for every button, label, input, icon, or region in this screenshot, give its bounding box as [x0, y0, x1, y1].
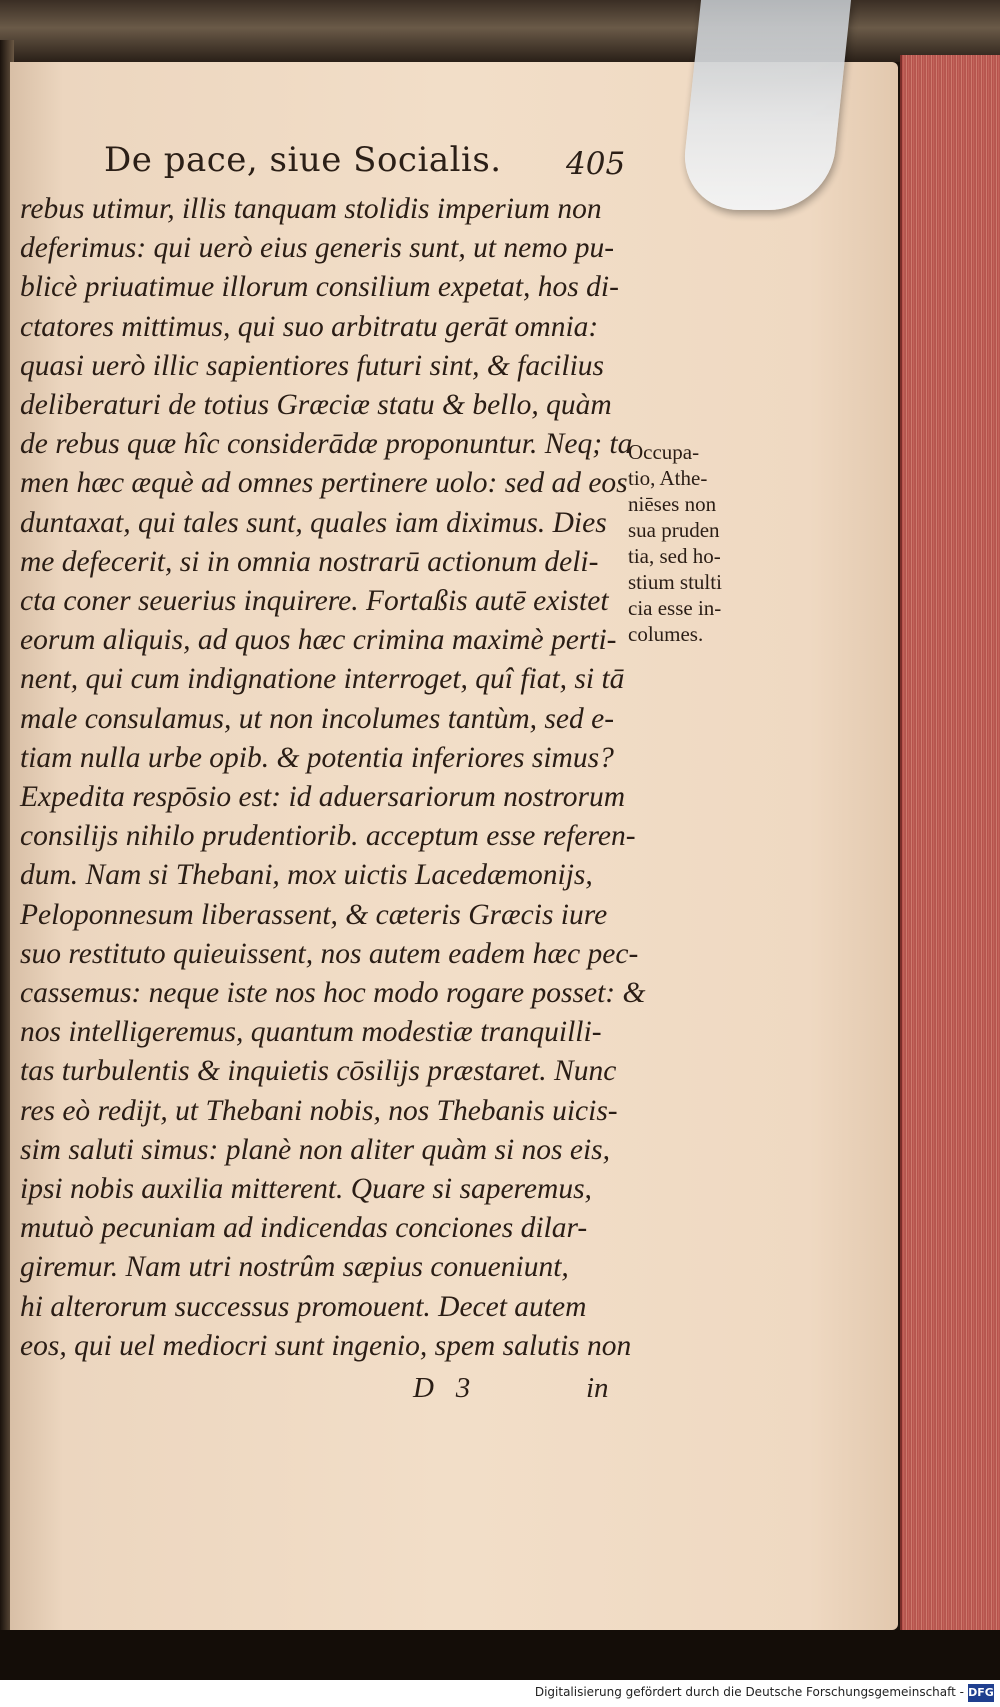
- text-line: eorum aliquis, ad quos hæc crimina maximè perti-: [20, 624, 617, 657]
- text-line: de rebus quæ hîc considerādæ proponuntur. Neq; ta: [20, 428, 633, 461]
- text-line: giremur. Nam utri nostrûm sæpius conueniunt,: [20, 1251, 569, 1284]
- marginal-line: niēses non: [628, 492, 717, 516]
- text-line: male consulamus, ut non incolumes tantùm, sed e-: [20, 702, 615, 735]
- text-line: suo restituto quieuissent, nos autem eadem hæc pec-: [20, 937, 639, 970]
- text-line: res eò redijt, ut Thebani nobis, nos Thebanis uicis-: [20, 1094, 618, 1127]
- dfg-logo: DFG: [968, 1684, 994, 1702]
- text-line: sim saluti simus: planè non aliter quàm si nos eis,: [20, 1133, 611, 1166]
- text-line: cassemus: neque iste nos hoc modo rogare posset: &: [20, 977, 646, 1009]
- running-head: De pace, siue Socialis.: [104, 140, 502, 180]
- page-number: 405: [566, 146, 626, 182]
- text-line: ipsi nobis auxilia mitterent. Quare si saperemus,: [20, 1173, 592, 1205]
- marginal-line: stium stulti: [628, 570, 722, 594]
- text-line: tiam nulla urbe opib. & potentia inferiores simus?: [20, 741, 614, 774]
- text-line: eos, qui uel mediocri sunt ingenio, spem salutis non: [20, 1329, 632, 1362]
- text-line: duntaxat, qui tales sunt, quales iam diximus. Dies: [20, 506, 607, 539]
- marginal-line: sua pruden: [628, 518, 720, 542]
- marginal-line: columes.: [628, 622, 704, 646]
- text-line: quasi uerò illic sapientiores futuri sint, & facilius: [20, 349, 604, 382]
- catchword: in: [586, 1372, 609, 1404]
- text-line: tas turbulentis & inquietis cōsilijs præstaret. Nunc: [20, 1055, 617, 1088]
- red-fore-edge: [900, 55, 1000, 1635]
- funding-credit: Digitalisierung gefördert durch die Deutsche Forschungsgemeinschaft -: [534, 1685, 964, 1699]
- footer-bar: [0, 1680, 1000, 1707]
- text-line: deliberaturi de totius Græciæ statu & bello, quàm: [20, 389, 612, 421]
- text-line: ctatores mittimus, qui suo arbitratu gerāt omnia:: [20, 310, 599, 343]
- text-line: blicè priuatimue illorum consilium expetat, hos di-: [20, 271, 619, 304]
- text-line: dum. Nam si Thebani, mox uictis Lacedæmonijs,: [20, 859, 593, 892]
- text-line: consilijs nihilo prudentiorib. acceptum esse referen-: [20, 820, 636, 853]
- text-line: nent, qui cum indignatione interroget, quî fiat, si tā: [20, 663, 625, 696]
- marginal-line: cia esse in-: [628, 596, 722, 620]
- text-line: mutuò pecuniam ad indicendas conciones dilar-: [20, 1212, 588, 1245]
- text-line: Expedita respōsio est: id aduersariorum nostrorum: [20, 781, 626, 813]
- text-line: me defecerit, si in omnia nostrarū actionum deli-: [20, 545, 599, 578]
- scan-bottom-band: [0, 1630, 1000, 1680]
- text-line: cta coner seuerius inquirere. Fortaßis autē existet: [20, 585, 609, 617]
- text-line: men hæc æquè ad omnes pertinere uolo: sed ad eos: [20, 467, 628, 500]
- marginal-line: tio, Athe-: [628, 466, 708, 490]
- text-line: rebus utimur, illis tanquam stolidis imperium non: [20, 193, 602, 225]
- text-line: hi alterorum successus promouent. Decet autem: [20, 1290, 587, 1323]
- text-line: deferimus: qui uerò eius generis sunt, ut nemo pu-: [20, 232, 615, 265]
- text-line: Peloponnesum liberassent, & cæteris Græcis iure: [20, 898, 608, 931]
- marginal-line: Occupa-: [628, 440, 700, 464]
- text-line: nos intelligeremus, quantum modestiæ tranquilli-: [20, 1016, 602, 1049]
- marginal-line: tia, sed ho-: [628, 544, 721, 568]
- signature-mark: D 3: [413, 1372, 471, 1404]
